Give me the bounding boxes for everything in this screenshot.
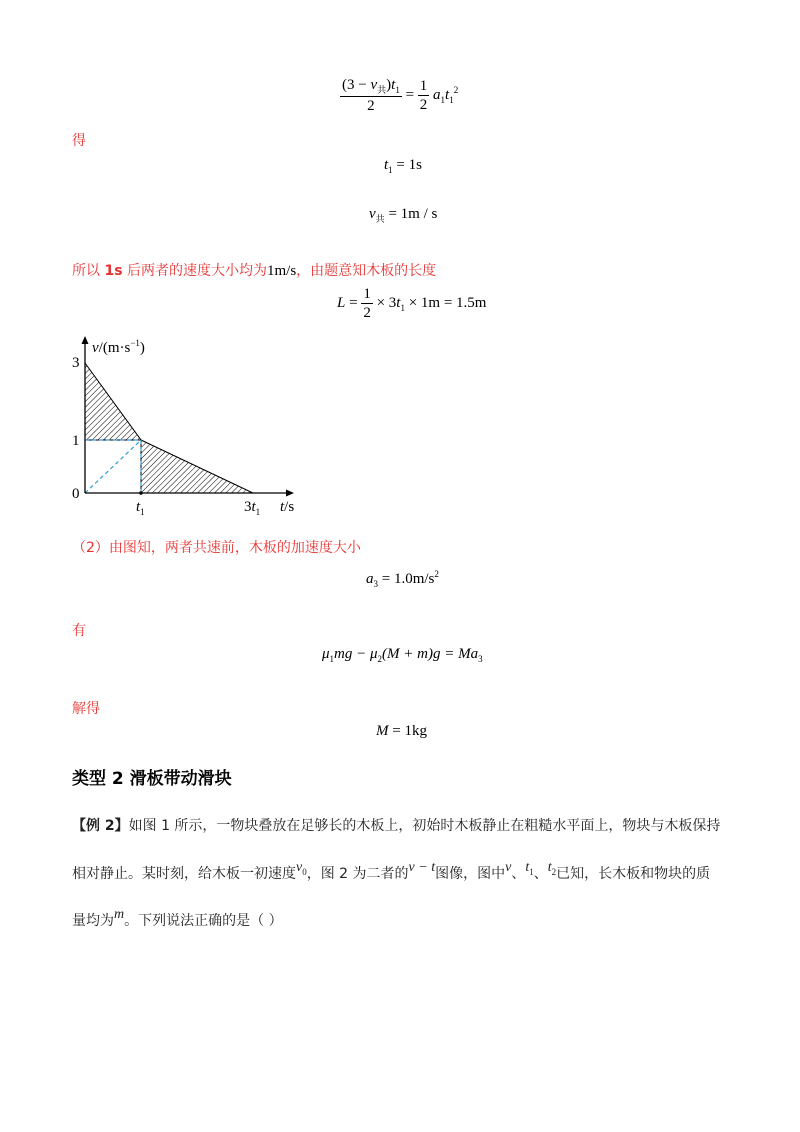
eq4-times: × 3 — [376, 294, 397, 311]
eq3-rhs: = 1m / s — [384, 206, 438, 222]
dashed-diagonal-line — [85, 440, 141, 493]
eq4-rest: × 1m = 1.5m — [404, 294, 487, 311]
eq1-rhs-fraction — [418, 77, 430, 114]
x-tick-t1-sub: 1 — [140, 507, 145, 517]
eq6-rest-sub: 3 — [478, 654, 483, 664]
eq1-a-sub: 1 — [440, 94, 446, 105]
eq1-v: v — [370, 77, 378, 93]
example-line-3 — [72, 907, 283, 930]
eq1-t-sub: 1 — [395, 85, 400, 95]
y-label-unit: /(m·s — [98, 340, 131, 356]
eq7-rhs: = 1kg — [388, 723, 427, 739]
sentence1-before: 所以 — [72, 263, 105, 279]
example-v0: v — [296, 860, 303, 875]
example-v: v — [505, 860, 512, 875]
example-v0-sub: 0 — [302, 866, 307, 877]
example-line3a: 量均为 — [72, 913, 114, 929]
x-tick-3t1-t: t — [251, 499, 256, 515]
example-line2d: 已知，长木板和物块的质 — [556, 866, 711, 882]
eq3-sub: 共 — [375, 214, 385, 224]
example-line2b: ，图 2 为二者的 — [306, 866, 409, 882]
eq1-lhs-fraction — [340, 76, 402, 115]
eq6-rest: (M + m)g = Ma — [382, 646, 479, 662]
eq1-equals: = — [405, 86, 418, 103]
eq4-t-sub: 1 — [400, 302, 405, 313]
equation-7 — [376, 723, 427, 740]
sentence1-bold: 1s — [104, 263, 123, 279]
eq1-v-sub: 共 — [377, 85, 387, 95]
x-tick-t1-t: t — [136, 499, 141, 515]
x-tick-3t1 — [244, 499, 260, 517]
label-de: 得 — [72, 133, 86, 149]
eq2-sub: 1 — [388, 165, 393, 175]
sentence-1 — [72, 260, 436, 280]
sentence1-after: ，由题意知木板的长度 — [296, 263, 437, 279]
x-axis-arrow — [286, 490, 294, 497]
equation-6 — [322, 646, 483, 664]
eq5-sup: 2 — [434, 569, 439, 579]
example-t2-sub: 2 — [551, 866, 557, 877]
eq4-den: 2 — [363, 305, 371, 321]
eq6-mu2-sub: 2 — [377, 654, 383, 664]
x-tick-t1 — [136, 499, 145, 517]
y-tick-0: 0 — [72, 486, 80, 502]
eq6-mg: mg − — [334, 646, 370, 662]
eq1-rhs-num: 1 — [419, 77, 428, 94]
vt-graph — [66, 330, 306, 520]
section-title: 类型 2 滑板带动滑块 — [72, 769, 232, 789]
eq2-t: t — [384, 157, 389, 173]
equation-5 — [366, 569, 439, 589]
x-tick-3t1-sub: 1 — [255, 507, 261, 517]
equation-4 — [337, 285, 486, 322]
eq6-mu1: μ — [322, 646, 330, 662]
y-axis-label — [92, 338, 145, 356]
eq5-a: a — [366, 571, 374, 587]
eq2-rhs: = 1s — [392, 157, 422, 173]
eq4-equals: = — [345, 294, 362, 311]
eq1-a: a — [433, 86, 441, 103]
eq1-paren: ) — [386, 77, 392, 93]
eq1-t: t — [391, 77, 396, 93]
lower-shaded-region — [141, 440, 253, 493]
equation-3 — [369, 206, 437, 225]
eq1-sup: 2 — [453, 84, 459, 95]
sentence1-unit: 1m/s — [266, 263, 297, 279]
example-line3b: 。下列说法正确的是（ ） — [124, 913, 283, 929]
eq4-num: 1 — [363, 286, 371, 302]
example-vt: v − t — [408, 860, 436, 875]
upper-shaded-region — [85, 363, 141, 440]
eq4-fraction — [361, 285, 373, 322]
x-tick-3: 3 — [244, 499, 252, 515]
x-axis-label — [280, 499, 294, 515]
label-jiede: 解得 — [72, 701, 100, 717]
t1-point — [139, 491, 143, 495]
eq6-mu2: μ — [370, 646, 378, 662]
eq1-text: (3 − — [342, 77, 371, 93]
eq5-sub: 3 — [373, 579, 378, 589]
part-2-text: （2）由图知，两者共速前，木板的加速度大小 — [72, 540, 361, 556]
sentence1-middle: 后两者的速度大小均为 — [122, 263, 267, 279]
eq1-t2: t — [445, 86, 450, 103]
eq3-v: v — [369, 206, 376, 222]
label-you: 有 — [72, 623, 86, 639]
x-label-unit: /s — [284, 499, 295, 515]
example-sep1: 、 — [511, 866, 526, 882]
example-t1: t — [525, 860, 530, 875]
y-axis-arrow — [82, 336, 89, 344]
y-tick-3: 3 — [72, 355, 80, 371]
example-line2c: 图像，图中 — [435, 866, 506, 882]
equation-2 — [384, 157, 422, 175]
eq6-mu1-sub: 1 — [329, 654, 335, 664]
y-label-close: ) — [139, 340, 145, 356]
eq1-denominator: 2 — [367, 97, 375, 114]
y-label-sup: −1 — [130, 338, 140, 348]
example-tag: 【例 2】 — [72, 818, 129, 834]
example-sep2: 、 — [533, 866, 548, 882]
eq4-L: L — [337, 294, 346, 311]
equation-1 — [340, 76, 458, 115]
eq1-rhs-den: 2 — [419, 96, 428, 113]
eq5-rhs: = 1.0m/s — [378, 571, 435, 587]
y-label-v: v — [92, 340, 99, 356]
eq4-t: t — [396, 294, 401, 311]
example-t1-sub: 1 — [529, 866, 534, 877]
example-line-1 — [72, 815, 752, 835]
example-line2a: 相对静止。某时刻，给木板一初速度 — [72, 866, 296, 882]
eq1-t2-sub: 1 — [449, 94, 454, 105]
example-line1-text: 如图 1 所示，一物块叠放在足够长的木板上，初始时木板静止在粗糙水平面上，物块与木板保持 — [128, 818, 721, 834]
example-t2: t — [547, 860, 552, 875]
y-tick-1: 1 — [72, 433, 80, 449]
example-line-2 — [72, 860, 762, 884]
x-label-t: t — [280, 499, 285, 515]
eq7-M: M — [376, 723, 389, 739]
example-m: m — [114, 907, 125, 922]
